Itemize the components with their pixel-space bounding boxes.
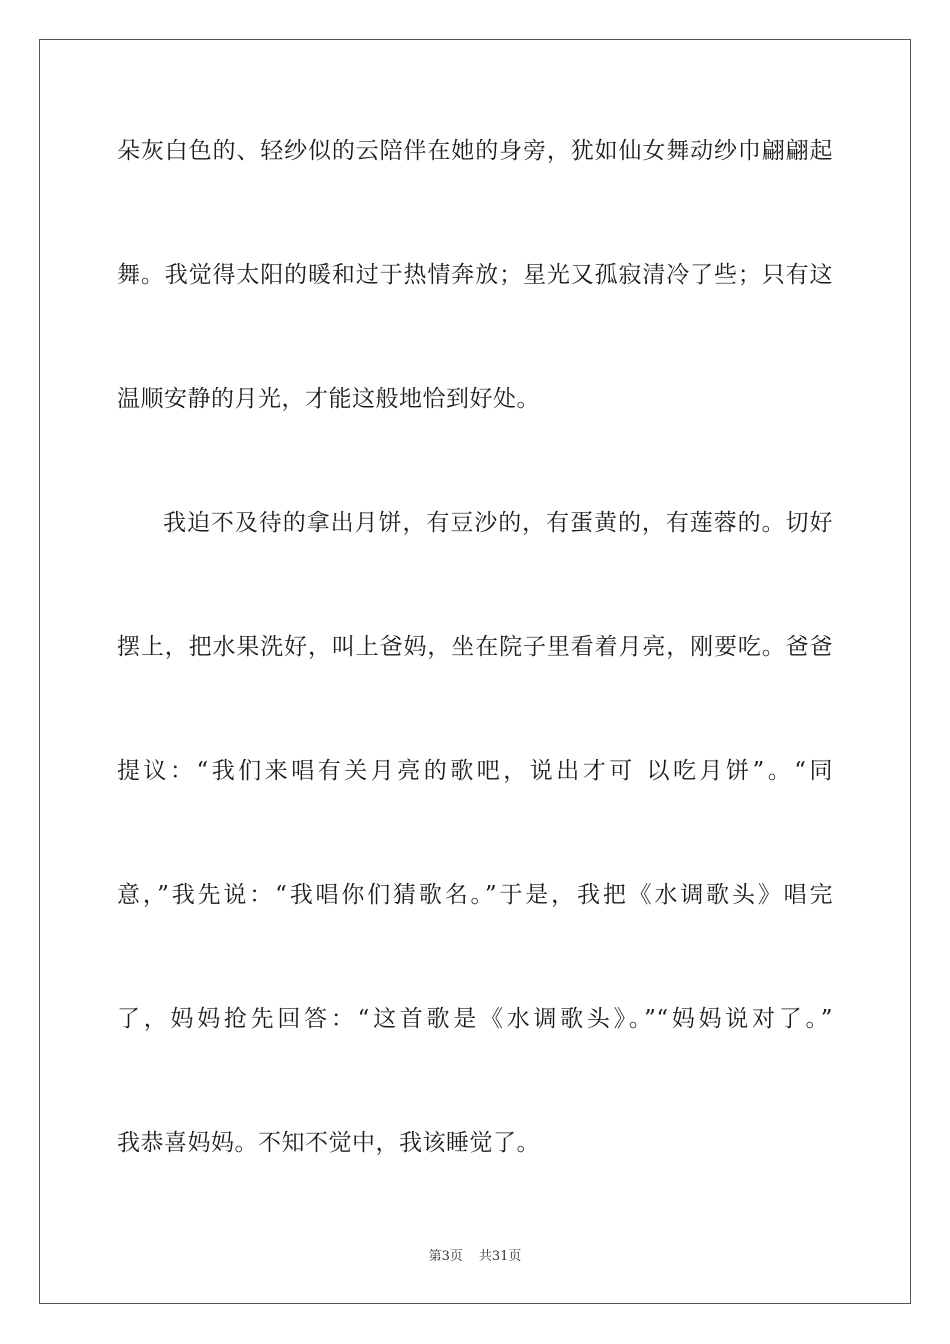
text-line: 摆上，把水果洗好，叫上爸妈，坐在院子里看着月亮，刚要吃。爸爸: [117, 634, 833, 660]
text-line: 我恭喜妈妈。不知不觉中，我该睡觉了。: [117, 1130, 540, 1156]
paragraph-first-line: 我迫不及待的拿出月饼，有豆沙的，有蛋黄的，有莲蓉的。切好: [163, 510, 833, 536]
page-footer: [0, 1248, 950, 1266]
total-pages: 共31页: [478, 1249, 522, 1264]
text-line: 提议：“我们来唱有关月亮的歌吧，说出才可 以吃月饼”。“同: [117, 758, 833, 784]
text-line: 了，妈妈抢先回答：“这首歌是《水调歌头》。”“妈妈说对了。”: [117, 1006, 833, 1032]
page-border: [39, 39, 911, 1304]
text-line: 意，”我先说：“我唱你们猜歌名。”于是，我把《水调歌头》唱完: [117, 882, 833, 908]
text-line: 温顺安静的月光，才能这般地恰到好处。: [117, 386, 540, 412]
page-number: 第3页: [428, 1249, 463, 1264]
text-line: 舞。我觉得太阳的暖和过于热情奔放；星光又孤寂清冷了些；只有这: [117, 262, 833, 288]
text-line: 朵灰白色的、轻纱似的云陪伴在她的身旁，犹如仙女舞动纱巾翩翩起: [117, 138, 833, 164]
